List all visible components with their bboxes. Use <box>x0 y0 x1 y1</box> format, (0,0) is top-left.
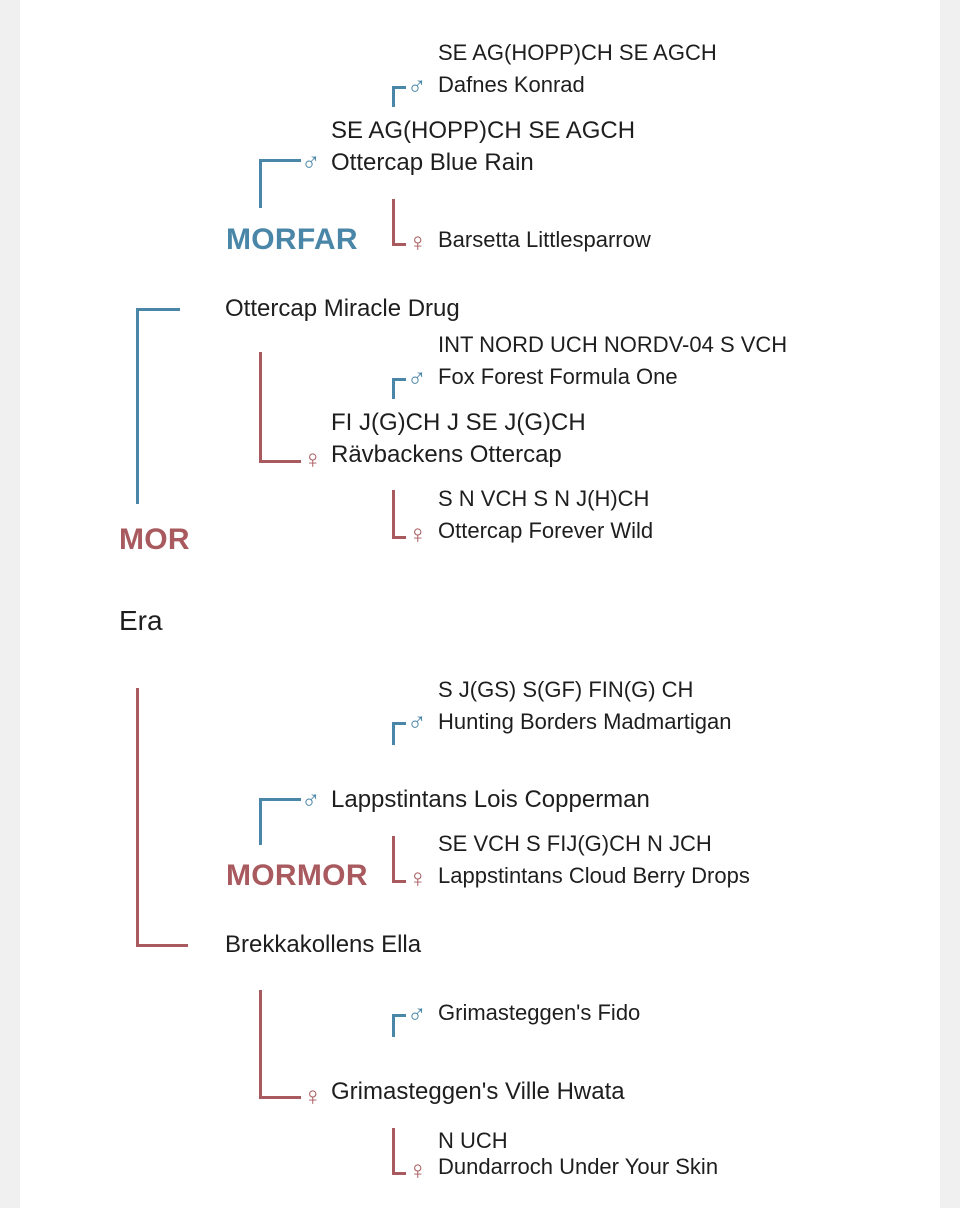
connector-line <box>136 688 139 946</box>
connector-line <box>136 308 139 504</box>
connector-line <box>392 1015 395 1037</box>
male-symbol-icon: ♂ <box>407 706 427 736</box>
connector-line <box>392 378 406 381</box>
dam-name: Brekkakollens Ella <box>225 931 422 958</box>
dog-title: SE AG(HOPP)CH SE AGCH <box>331 117 636 144</box>
dog-name: Hunting Borders Madmartigan <box>438 709 732 734</box>
connector-line <box>392 722 406 725</box>
connector-line <box>392 1172 406 1175</box>
connector-line <box>392 1128 395 1174</box>
connector-line <box>392 199 395 245</box>
connector-line <box>392 836 395 882</box>
connector-line <box>136 944 188 947</box>
female-symbol-icon: ♀ <box>408 227 428 257</box>
dog-title: INT NORD UCH NORDV-04 S VCH <box>438 332 788 357</box>
dog-title: FI J(G)CH J SE J(G)CH <box>331 409 586 436</box>
dog-name: Grimasteggen's Ville Hwata <box>331 1078 625 1105</box>
dog-title: S J(GS) S(GF) FIN(G) CH <box>438 677 694 702</box>
connector-line <box>259 159 301 162</box>
dog-name: Dafnes Konrad <box>438 72 585 97</box>
mormor-label: MORMOR <box>226 859 368 892</box>
female-symbol-icon: ♀ <box>408 863 428 893</box>
male-symbol-icon: ♂ <box>407 70 427 100</box>
female-symbol-icon: ♀ <box>408 519 428 549</box>
dog-name: Lappstintans Lois Copperman <box>331 786 650 813</box>
dog-title: SE VCH S FIJ(G)CH N JCH <box>438 831 712 856</box>
connector-line <box>259 352 262 462</box>
dog-title: SE AG(HOPP)CH SE AGCH <box>438 40 717 65</box>
dog-name: Barsetta Littlesparrow <box>438 227 651 252</box>
pedigree-page <box>20 0 940 1208</box>
male-symbol-icon: ♂ <box>407 362 427 392</box>
connector-line <box>392 243 406 246</box>
connector-line <box>392 379 395 399</box>
female-symbol-icon: ♀ <box>303 1081 323 1111</box>
male-symbol-icon: ♂ <box>301 784 321 814</box>
connector-line <box>259 1096 301 1099</box>
connector-line <box>259 798 301 801</box>
dog-name: Dundarroch Under Your Skin <box>438 1154 719 1179</box>
dog-title: S N VCH S N J(H)CH <box>438 486 650 511</box>
connector-line <box>392 536 406 539</box>
connector-line <box>136 308 180 311</box>
dog-name: Ottercap Forever Wild <box>438 518 654 543</box>
connector-line <box>392 490 395 538</box>
connector-line <box>259 460 301 463</box>
dog-name: Rävbackens Ottercap <box>331 441 562 468</box>
dam-name: Ottercap Miracle Drug <box>225 295 460 322</box>
female-symbol-icon: ♀ <box>408 1155 428 1185</box>
subject-name: Era <box>119 605 163 636</box>
connector-line <box>392 880 406 883</box>
connector-line <box>392 1014 406 1017</box>
connector-line <box>392 723 395 745</box>
connector-line <box>259 990 262 1098</box>
connector-line <box>259 799 262 845</box>
dog-name: Grimasteggen's Fido <box>438 1000 641 1025</box>
mor-label: MOR <box>119 523 190 556</box>
dog-title: N UCH <box>438 1128 508 1153</box>
female-symbol-icon: ♀ <box>303 444 323 474</box>
dog-name: Fox Forest Formula One <box>438 364 678 389</box>
male-symbol-icon: ♂ <box>301 146 321 176</box>
morfar-label: MORFAR <box>226 223 358 256</box>
connector-line <box>392 87 395 107</box>
connector-line <box>259 160 262 208</box>
male-symbol-icon: ♂ <box>407 998 427 1028</box>
connector-line <box>392 86 406 89</box>
dog-name: Lappstintans Cloud Berry Drops <box>438 863 750 888</box>
dog-name: Ottercap Blue Rain <box>331 149 534 176</box>
